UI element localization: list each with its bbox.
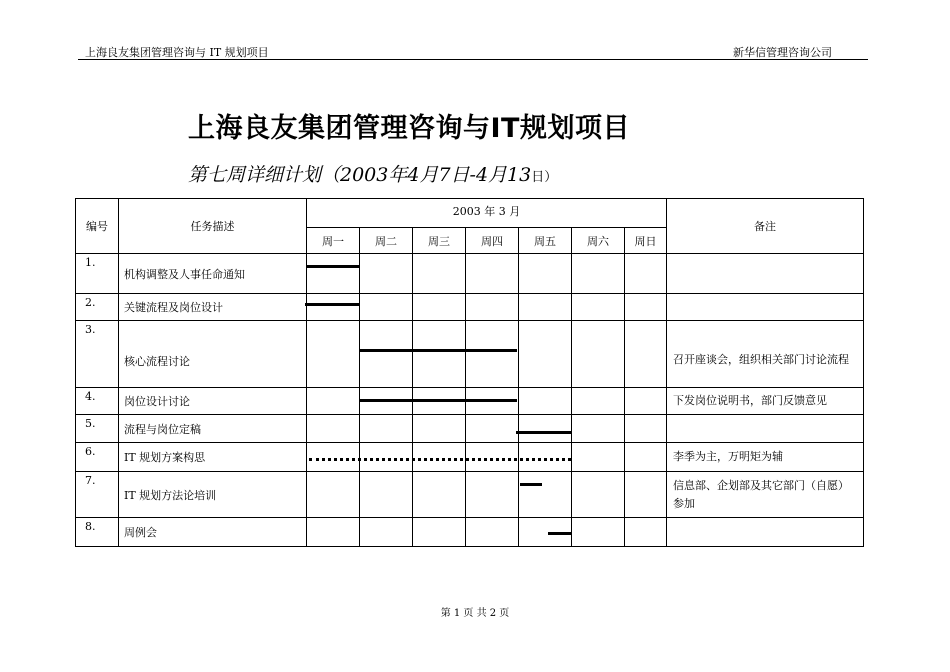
day-cell (572, 518, 625, 547)
day-cell (625, 294, 667, 321)
day-cell (466, 254, 519, 294)
day-cell (572, 415, 625, 443)
col-header-month: 2003 年 3 月 (307, 199, 667, 228)
task-note: 召开座谈会，组织相关部门讨论流程 (667, 321, 864, 388)
day-cell (519, 321, 572, 388)
header-project-name: 上海良友集团管理咨询与 IT 规划项目 (85, 46, 269, 59)
gantt-bar (307, 265, 359, 268)
day-header-fri: 周五 (519, 228, 572, 254)
row-number: 5. (76, 415, 119, 443)
day-header-sun: 周日 (625, 228, 667, 254)
task-description: 核心流程讨论 (119, 321, 307, 388)
subtitle-main: 第七周详细计划（2003年4月7日-4月13 (188, 164, 532, 186)
day-cell (413, 415, 466, 443)
day-cell (625, 415, 667, 443)
day-cell (572, 321, 625, 388)
day-header-tue: 周二 (360, 228, 413, 254)
day-cell (413, 321, 466, 388)
weekly-plan-table (75, 198, 864, 547)
header-company-name: 新华信管理咨询公司 (733, 46, 832, 59)
task-note (667, 254, 864, 294)
day-cell (360, 388, 413, 415)
day-cell (625, 443, 667, 472)
col-header-task: 任务描述 (119, 199, 307, 254)
day-cell (413, 294, 466, 321)
day-cell (519, 254, 572, 294)
task-note: 信息部、企划部及其它部门（自愿）参加 (667, 472, 864, 518)
day-cell (360, 518, 413, 547)
header-divider (78, 59, 868, 60)
day-header-thu: 周四 (466, 228, 519, 254)
day-cell (413, 443, 466, 472)
day-cell (572, 254, 625, 294)
task-note: 下发岗位说明书，部门反馈意见 (667, 388, 864, 415)
task-description: 周例会 (119, 518, 307, 547)
gantt-bar (548, 532, 571, 535)
row-number: 7. (76, 472, 119, 518)
day-cell (519, 388, 572, 415)
day-cell (572, 472, 625, 518)
day-cell (572, 388, 625, 415)
day-cell (307, 294, 360, 321)
task-description: 机构调整及人事任命通知 (119, 254, 307, 294)
task-description: 岗位设计讨论 (119, 388, 307, 415)
table-row (76, 321, 864, 388)
day-cell (360, 415, 413, 443)
day-cell (413, 518, 466, 547)
day-cell (413, 254, 466, 294)
row-number: 3. (76, 321, 119, 388)
day-cell (572, 443, 625, 472)
gantt-bar (516, 431, 572, 434)
day-cell (625, 472, 667, 518)
task-description: IT 规划方法论培训 (119, 472, 307, 518)
day-cell (625, 321, 667, 388)
row-number: 1. (76, 254, 119, 294)
day-cell (360, 472, 413, 518)
table-row (76, 388, 864, 415)
day-cell (466, 472, 519, 518)
page-title: 上海良友集团管理咨询与IT规划项目 (188, 113, 630, 144)
day-cell (413, 472, 466, 518)
task-note (667, 294, 864, 321)
day-cell (519, 415, 572, 443)
day-cell (307, 472, 360, 518)
row-number: 8. (76, 518, 119, 547)
day-cell (519, 472, 572, 518)
task-description: 流程与岗位定稿 (119, 415, 307, 443)
day-cell (360, 321, 413, 388)
day-header-wed: 周三 (413, 228, 466, 254)
day-cell (466, 321, 519, 388)
gantt-dotted-bar (309, 458, 571, 461)
subtitle-suffix: 日） (531, 170, 558, 185)
day-cell (307, 443, 360, 472)
day-header-sat: 周六 (572, 228, 625, 254)
task-description: IT 规划方案构思 (119, 443, 307, 472)
day-cell (307, 518, 360, 547)
day-header-mon: 周一 (307, 228, 360, 254)
gantt-bar (305, 303, 359, 306)
col-header-number: 编号 (76, 199, 119, 254)
day-cell (625, 518, 667, 547)
gantt-bar (360, 349, 517, 352)
gantt-bar (360, 399, 517, 402)
day-cell (360, 294, 413, 321)
day-cell (360, 443, 413, 472)
table-row (76, 415, 864, 443)
day-cell (466, 294, 519, 321)
day-cell (307, 254, 360, 294)
row-number: 2. (76, 294, 119, 321)
row-number: 6. (76, 443, 119, 472)
day-cell (307, 388, 360, 415)
col-header-note: 备注 (667, 199, 864, 254)
day-cell (519, 518, 572, 547)
day-cell (360, 254, 413, 294)
page-footer: 第 1 页 共 2 页 (440, 608, 510, 619)
task-note (667, 518, 864, 547)
day-cell (466, 518, 519, 547)
task-note (667, 415, 864, 443)
day-cell (625, 388, 667, 415)
day-cell (466, 443, 519, 472)
task-note: 李季为主，万明矩为辅 (667, 443, 864, 472)
day-cell (307, 321, 360, 388)
table-row (76, 472, 864, 518)
day-cell (519, 443, 572, 472)
task-description: 关键流程及岗位设计 (119, 294, 307, 321)
gantt-bar (520, 483, 542, 486)
day-cell (625, 254, 667, 294)
table-row (76, 443, 864, 472)
day-cell (307, 415, 360, 443)
table-row (76, 254, 864, 294)
table-row (76, 518, 864, 547)
day-cell (466, 415, 519, 443)
table-row (76, 294, 864, 321)
day-cell (519, 294, 572, 321)
day-cell (572, 294, 625, 321)
page-subtitle (188, 160, 557, 187)
row-number: 4. (76, 388, 119, 415)
